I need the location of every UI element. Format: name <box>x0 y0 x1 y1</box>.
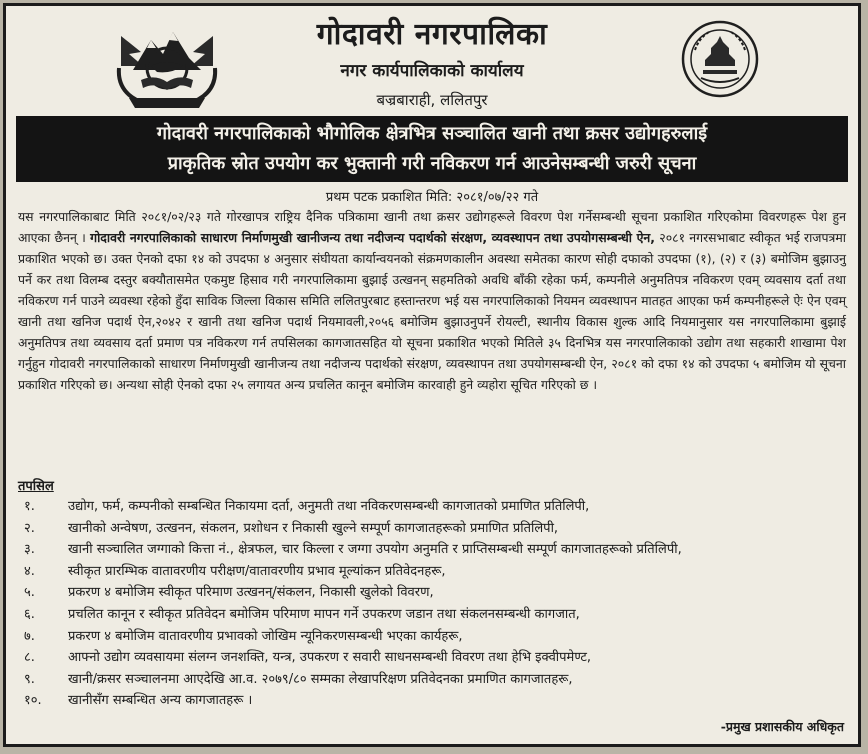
body-part-1: यस नगरपालिकाबाट मिति २०८१/०२/२३ गते गोरखापत्र राष्ट्रिय दैनिक पत्रिकामा खानी तथा क्रसर उद्योगहरूले विवरण पेश गर्नेसम्बन्धी सूचना प्रकाशित गरिएकोमा विवरणहरू पेश हुन आएका छैनन् । <box>18 209 846 245</box>
list-item-text: स्वीकृत प्रारम्भिक वातावरणीय परीक्षण/वातावरणीय प्रभाव मूल्यांकन प्रतिवेदनहरू, <box>68 563 446 579</box>
required-documents-list <box>18 496 848 712</box>
list-item-text: खानी सञ्चालित जग्गाको कित्ता नं., क्षेत्रफल, चार किल्ला र जग्गा उपयोग अनुमति र प्राप्तिसम्बन्धी सम्पूर्ण कागजातहरूको प्रतिलिपी, <box>68 542 682 558</box>
headline-line-2: प्राकृतिक स्रोत उपयोग कर भुक्तानी गरी नविकरण गर्न आउनेसम्बन्धी जरुरी सूचना <box>167 153 697 174</box>
list-item-number: ५. <box>24 585 35 601</box>
municipality-seal-icon <box>681 20 759 98</box>
list-item <box>18 690 848 712</box>
list-item-number: १०. <box>24 693 42 709</box>
list-item-text: प्रचलित कानून र स्वीकृत प्रतिवेदन बमोजिम परिमाण मापन गर्ने उपकरण जडान तथा संकलनसम्बन्धी कागजात, <box>68 606 580 622</box>
body-bold-act: गोदावरी नगरपालिकाको साधारण निर्माणमुखी खानीजन्य तथा नदीजन्य पदार्थको संरक्षण, व्यवस्थापन तथा उपयोगसम्बन्धी ऐन, <box>90 230 655 245</box>
list-item <box>18 669 848 691</box>
notice-headline <box>16 116 848 182</box>
list-item-text: उद्योग, फर्म, कम्पनीको सम्बन्धित निकायमा दर्ता, अनुमती तथा नविकरणसम्बन्धी कागजातको प्रमाणित प्रतिलिपी, <box>68 499 590 514</box>
list-item-number: ४. <box>24 563 35 579</box>
list-item <box>18 582 848 604</box>
publication-date: प्रथम पटक प्रकाशित मिति: २०८१/०७/२२ गते <box>325 190 539 205</box>
notice-header <box>6 6 858 114</box>
list-item <box>18 626 848 648</box>
headline-line-1: गोदावरी नगरपालिकाको भौगोलिक क्षेत्रभित्र सञ्चालित खानी तथा क्रसर उद्योगहरुलाई <box>156 123 708 144</box>
list-item-number: ८. <box>24 650 35 666</box>
office-location: बज्रबाराही, ललितपुर <box>376 91 488 109</box>
municipality-name: गोदावरी नगरपालिका <box>316 17 548 52</box>
list-item-text: खानीको अन्वेषण, उत्खनन, संकलन, प्रशोधन र निकासी खुल्ने सम्पूर्ण कागजातहरूको प्रमाणित प्रतिलिपी, <box>68 520 559 536</box>
signatory: -प्रमुख प्रशासकीय अधिकृत <box>720 719 844 734</box>
list-item <box>18 539 848 561</box>
notice-paper <box>3 3 861 747</box>
list-item <box>18 561 848 583</box>
list-item-number: १. <box>24 499 35 514</box>
list-item <box>18 518 848 540</box>
list-item-text: आफ्नो उद्योग व्यवसायमा संलग्न जनशक्ति, यन्त्र, उपकरण र सवारी साधनसम्बन्धी विवरण तथा हेभि इक्वीपमेण्ट, <box>68 650 592 666</box>
list-item-number: ७. <box>24 628 35 644</box>
body-part-2: २०८१ नगरसभाबाट स्वीकृत भई राजपत्रमा प्रकाशित भएको छ। उक्त ऐनको दफा १४ को उपदफा ४ अनुसार संघीयता कार्यान्वयनको संक्रमणकालीन अवस्था समेतका कारण सोही दफाको उपदफा (१), (२) र (३) बमोजिम बुझाउनु पर्ने कर तथा विलम्ब दस्तुर बक्यौतासमेत एकमुष्ट हिसाव गरी नगरपालिकामा बुझाई उत्खनन् सहमतिको अवधि बाँकी रहेका फर्म, कम्पनीले अनुमतिपत्र नविकरण एवम् व्यवसाय दर्ता तथा नविकरण गर्न पाउने व्यवस्था रहेको हुँदा साविक जिल्ला विकास समिति ललितपुरबाट हस्तान्तरण भई यस नगरपालिकाको नियमन व्यवस्थापन मातहत आएका फर्म कम्पनीहरूले ऐः ऐन एवम् खानी तथा खनिज पदार्थ ऐन,२०४२ र खानी तथा खनिज पदार्थ नियमावली,२०५६ बमोजिम बुझाउनुपर्ने रोयल्टी, स्थानीय विकास शुल्क आदि नियमानुसार यस नगरपालिकामा बुझाई अनुमतिपत्र तथा व्यवसाय दर्ता प्रमाण पत्र नविकरण गर्न तपसिलका कागजातसहित यो सूचना प्रकाशित भएको मितिले ३५ दिनभित्र यस नगरपालिकाको उद्योग तथा सहकारी शाखामा पेश गर्नुहुन गोदावरी नगरपालिकाको साधारण निर्माणमुखी खानीजन्य तथा नदीजन्य पदार्थको संरक्षण, व्यवस्थापन तथा उपयोगसम्बन्धी ऐन, २०८१ को दफा १४ को उपदफा ५ बमोजिम यो सूचना प्रकाशित गरिएको छ। अन्यथा सोही ऐनको दफा २५ लगायत अन्य प्रचलित कानून बमोजिम कारवाही हुने व्यहोरा सूचित गरिएको छ । <box>18 230 846 392</box>
list-item-number: ६. <box>24 606 35 622</box>
list-item-number: ३. <box>24 542 35 558</box>
office-name: नगर कार्यपालिकाको कार्यालय <box>340 61 524 81</box>
notice-body <box>18 206 846 395</box>
schedule-heading: तपसिल <box>18 479 54 494</box>
list-item-text: खानी/क्रसर सञ्चालनमा आएदेखि आ.व. २०७९/८० सम्मका लेखापरिक्षण प्रतिवेदनका प्रमाणित कागजातहरू, <box>68 671 573 687</box>
list-item-text: प्रकरण ४ बमोजिम वातावरणीय प्रभावको जोखिम न्यूनिकरणसम्बन्धी भएका कार्यहरू, <box>68 628 463 644</box>
list-item-text: खानीसँग सम्बन्धित अन्य कागजातहरू । <box>68 693 253 709</box>
list-item-number: २. <box>24 520 35 536</box>
list-item-text: प्रकरण ४ बमोजिम स्वीकृत परिमाण उत्खनन्/संकलन, निकासी खुलेको विवरण, <box>68 585 434 601</box>
list-item <box>18 496 848 518</box>
list-item-number: ९. <box>24 671 35 687</box>
list-item <box>18 647 848 669</box>
list-item <box>18 604 848 626</box>
